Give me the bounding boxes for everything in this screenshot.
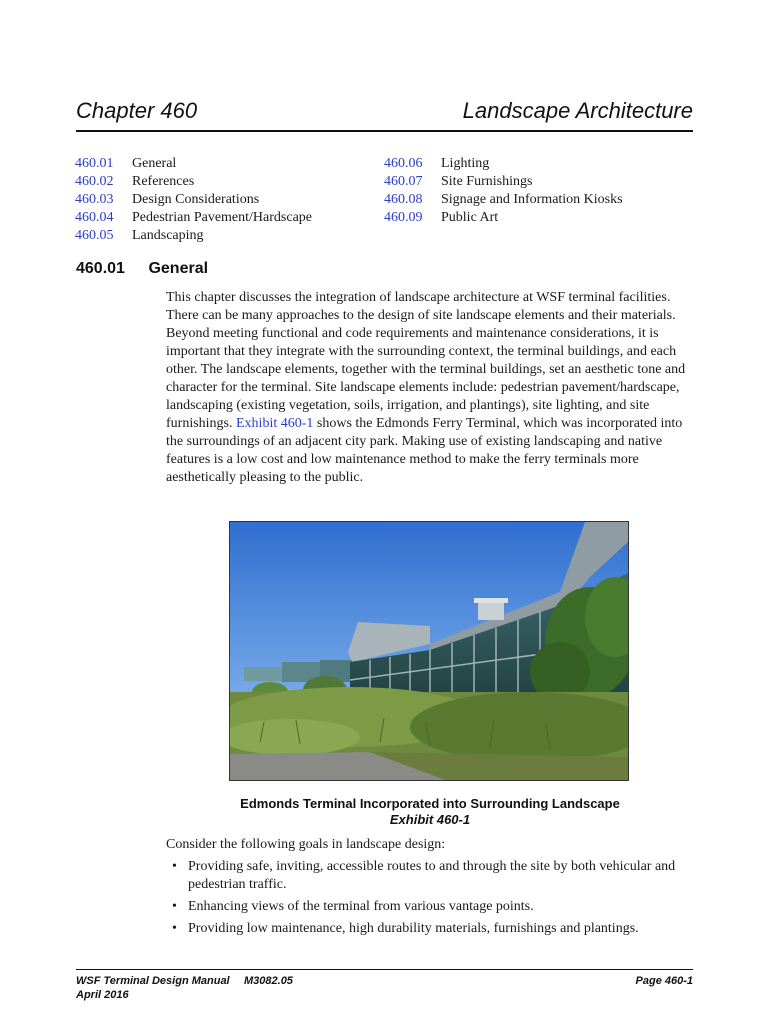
toc-item-460-02[interactable]	[75, 173, 312, 191]
figure-exhibit-label: Exhibit 460-1	[389, 812, 471, 827]
toc-left-column	[75, 155, 312, 245]
body-text-end: shows the Edmonds Ferry Terminal, which was incorporated into the surroundings of an adjacent city park. Making use of existing landscaping and native features is a low cost and low maintenance method to make the ferry terminals more aesthetically pleasing to the public.	[166, 416, 683, 485]
toc-label: Landscaping	[132, 228, 204, 243]
toc-label: Signage and Information Kiosks	[441, 192, 623, 207]
toc-link[interactable]: 460.03	[75, 192, 114, 207]
toc-item-460-07[interactable]	[384, 173, 623, 191]
toc-item-460-04[interactable]	[75, 209, 312, 227]
figure-caption: Edmonds Terminal Incorporated into Surrounding Landscape	[240, 796, 620, 811]
body-text-start: This chapter discusses the integration of landscape architecture at WSF terminal facilities. There can be many approaches to the design of site landscape elements and their materials. Beyond meeting functional and code requirements and maintenance considerations, it is important that they integrate with the surrounding context, the terminal buildings, and each other. The landscape elements, together with the terminal buildings, set an aesthetic tone and character for the terminal. Site landscape elements include: pedestrian pavement/hardscape, landscaping (existing vegetation, soils, irrigation, and plantings), site lighting, and site furnishings.	[166, 290, 686, 431]
goals-list	[166, 858, 694, 942]
footer-manual-title: WSF Terminal Design Manual	[76, 975, 230, 987]
toc-link[interactable]: 460.06	[384, 156, 423, 171]
body-paragraph	[166, 289, 694, 487]
goals-intro: Consider the following goals in landscape design:	[166, 837, 446, 852]
footer-manual-code: M3082.05	[244, 975, 293, 987]
toc-link[interactable]: 460.05	[75, 228, 114, 243]
toc-label: Design Considerations	[132, 192, 260, 207]
toc-item-460-05[interactable]	[75, 227, 312, 245]
toc-item-460-03[interactable]	[75, 191, 312, 209]
goal-text: Enhancing views of the terminal from various vantage points.	[188, 899, 534, 914]
chapter-number: Chapter 460	[76, 98, 198, 123]
section-title: General	[148, 260, 209, 277]
list-item	[166, 858, 694, 894]
list-item	[166, 898, 694, 916]
toc-label: Lighting	[441, 156, 490, 171]
footer-divider	[76, 969, 693, 970]
edmonds-terminal-photo	[229, 521, 629, 781]
exhibit-link[interactable]: Exhibit 460-1	[236, 416, 314, 431]
toc-right-column	[384, 155, 623, 227]
bullet-icon: •	[172, 899, 177, 914]
toc-label: Pedestrian Pavement/Hardscape	[132, 210, 312, 225]
toc-label: Site Furnishings	[441, 174, 533, 189]
chapter-header	[76, 98, 693, 128]
section-number: 460.01	[76, 260, 125, 277]
header-divider	[76, 130, 693, 132]
toc-item-460-01[interactable]	[75, 155, 312, 173]
bullet-icon: •	[172, 921, 177, 936]
toc-link[interactable]: 460.01	[75, 156, 114, 171]
toc-item-460-08[interactable]	[384, 191, 623, 209]
footer-date: April 2016	[76, 989, 129, 1001]
toc-label: References	[132, 174, 195, 189]
toc-link[interactable]: 460.07	[384, 174, 423, 189]
toc-link[interactable]: 460.08	[384, 192, 423, 207]
chapter-title: Landscape Architecture	[462, 98, 693, 123]
toc-label: Public Art	[441, 210, 499, 225]
section-heading	[76, 260, 208, 278]
goal-text: Providing low maintenance, high durability materials, furnishings and plantings.	[188, 921, 639, 936]
list-item	[166, 920, 694, 938]
footer-page-number: Page 460-1	[635, 975, 693, 987]
toc-link[interactable]: 460.02	[75, 174, 114, 189]
page-footer	[76, 974, 693, 1002]
toc-label: General	[132, 156, 177, 171]
toc-link[interactable]: 460.09	[384, 210, 423, 225]
toc-link[interactable]: 460.04	[75, 210, 114, 225]
goal-text: Providing safe, inviting, accessible routes to and through the site by both vehicular and pedestrian traffic.	[188, 859, 676, 892]
bullet-icon: •	[172, 859, 177, 874]
toc-item-460-09[interactable]	[384, 209, 623, 227]
toc-item-460-06[interactable]	[384, 155, 623, 173]
